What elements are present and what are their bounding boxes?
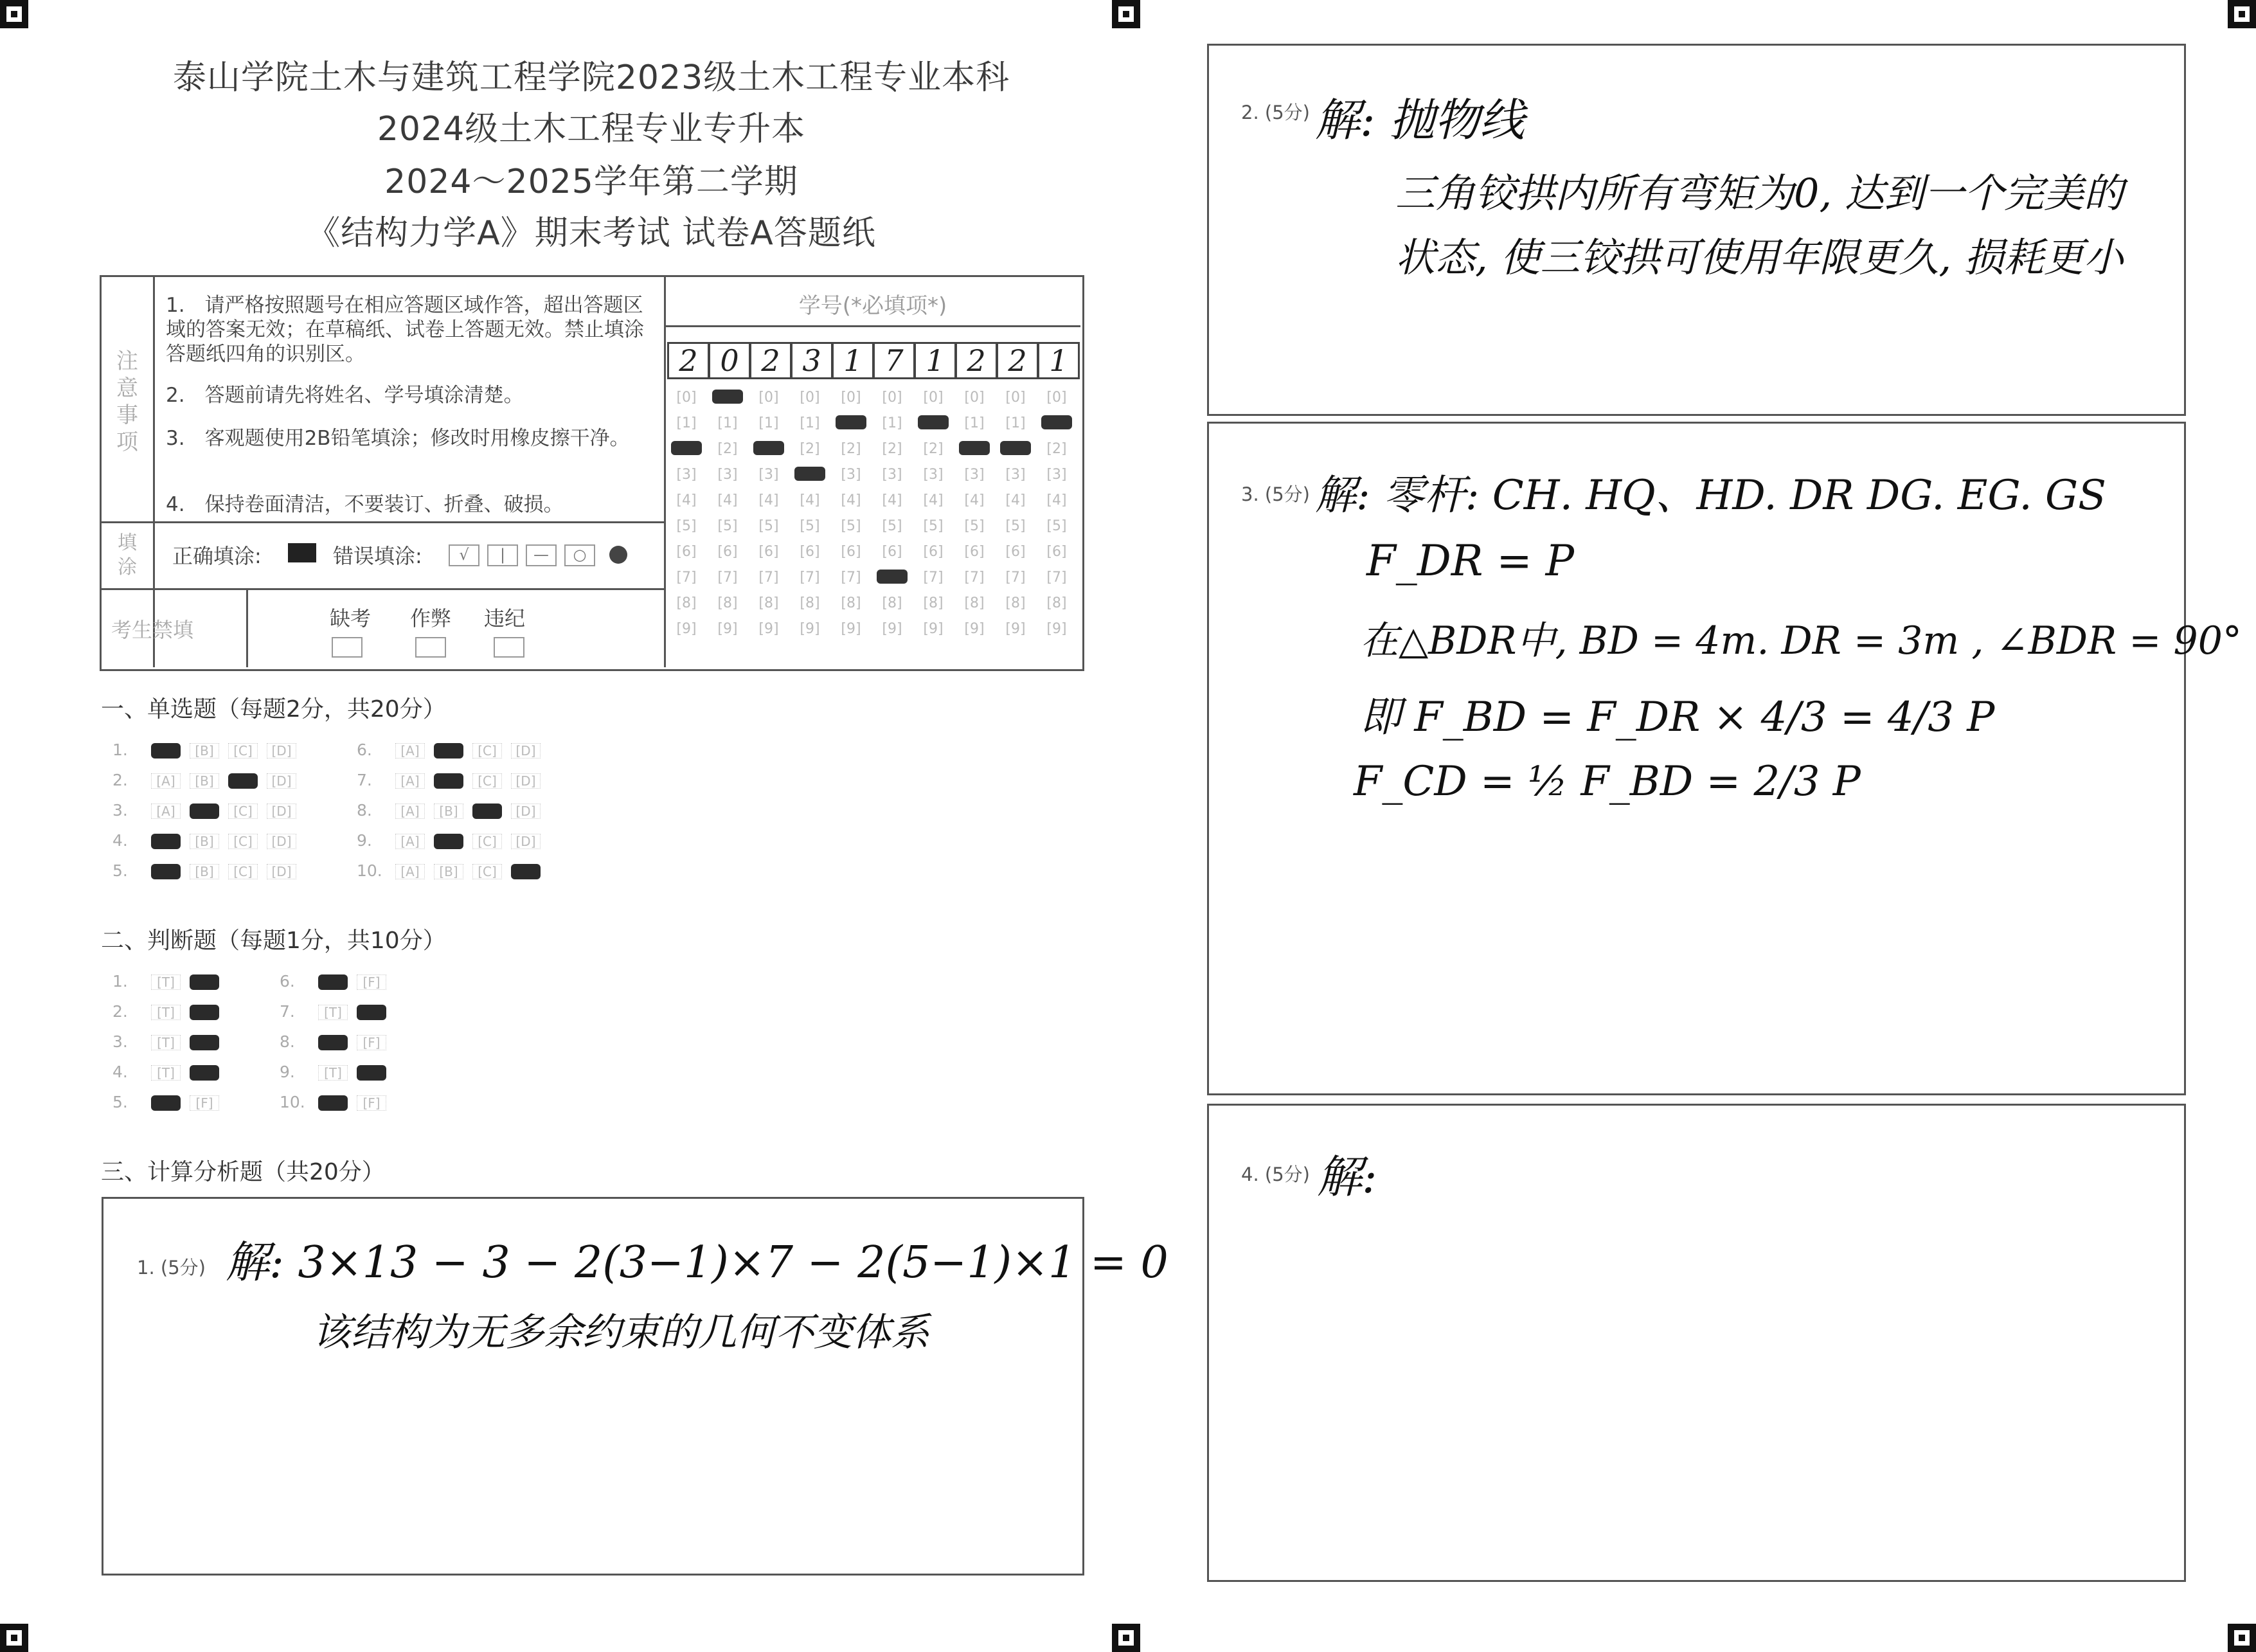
- single-choice-option-d-filled[interactable]: [511, 864, 541, 879]
- violation-checkbox[interactable]: [494, 637, 524, 658]
- student-id-bubble[interactable]: [7]: [676, 570, 697, 586]
- student-id-bubble[interactable]: [8]: [923, 595, 944, 611]
- student-id-bubble[interactable]: [4]: [1046, 492, 1067, 508]
- student-id-bubble-filled[interactable]: [836, 415, 866, 429]
- student-id-bubble[interactable]: [6]: [882, 544, 902, 560]
- q1-label: 1. (5分): [137, 1257, 206, 1279]
- student-id-bubble-filled[interactable]: [1000, 441, 1031, 455]
- single-choice-number: 10.: [357, 861, 382, 880]
- true-false-option-f-filled[interactable]: [190, 974, 219, 990]
- single-choice-option-c[interactable]: [C]: [472, 864, 502, 879]
- student-id-bubble-filled[interactable]: [877, 570, 908, 584]
- true-false-row: [112, 1002, 228, 1021]
- student-id-bubble[interactable]: [2]: [1046, 441, 1067, 457]
- single-choice-option-a[interactable]: [A]: [395, 834, 425, 849]
- q3-handwriting-line-4: 即 F_BD = F_DR × 4/3 = 4/3 P: [1360, 694, 1995, 741]
- student-id-digit-box[interactable]: 2: [749, 342, 792, 379]
- student-id-bubble[interactable]: [1]: [964, 415, 985, 431]
- student-id-bubble[interactable]: [4]: [923, 492, 944, 508]
- true-false-row: [280, 1002, 395, 1021]
- student-id-bubble[interactable]: [4]: [676, 492, 697, 508]
- true-false-row: [112, 1063, 228, 1081]
- student-id-bubble[interactable]: [4]: [717, 492, 738, 508]
- true-false-number: 7.: [280, 1002, 295, 1021]
- student-id-bubble[interactable]: [6]: [676, 544, 697, 560]
- q4-handwriting-line-1: 解:: [1317, 1151, 1377, 1203]
- student-id-bubble[interactable]: [7]: [758, 570, 779, 586]
- student-id-bubble[interactable]: [2]: [882, 441, 902, 457]
- student-id-bubble[interactable]: [3]: [841, 467, 861, 483]
- true-false-number: 10.: [280, 1093, 305, 1111]
- q1-handwriting-line-2: 该结构为无多余约束的几何不变体系: [312, 1310, 929, 1355]
- true-false-row: [112, 1032, 228, 1051]
- student-id-bubble[interactable]: [4]: [882, 492, 902, 508]
- student-id-bubble[interactable]: [3]: [758, 467, 779, 483]
- true-false-option-t-filled[interactable]: [151, 1095, 181, 1111]
- student-id-bubble[interactable]: [8]: [964, 595, 985, 611]
- student-id-bubble[interactable]: [1]: [676, 415, 697, 431]
- student-id-bubble[interactable]: [6]: [1046, 544, 1067, 560]
- single-choice-row: [112, 861, 305, 880]
- student-id-bubble[interactable]: [5]: [676, 518, 697, 534]
- single-choice-option-b[interactable]: [B]: [434, 864, 463, 879]
- forbidden-side-label: 考生禁填: [111, 618, 194, 642]
- student-id-bubble[interactable]: [3]: [882, 467, 902, 483]
- student-id-bubble[interactable]: [0]: [923, 390, 944, 406]
- single-choice-option-b[interactable]: [B]: [190, 864, 219, 879]
- student-id-digit-box[interactable]: 2: [667, 342, 710, 379]
- q3-handwriting-line-1: 解: 零杆: CH. HQ、HD. DR DG. EG. GS: [1315, 472, 2106, 519]
- student-id-bubble[interactable]: [3]: [676, 467, 697, 483]
- true-false-option-f-filled[interactable]: [190, 1065, 219, 1081]
- student-id-bubble[interactable]: [0]: [800, 390, 820, 406]
- wrong-fill-check-sample: √: [449, 544, 479, 566]
- single-choice-option-d[interactable]: [D]: [267, 804, 296, 819]
- answer-box-q4[interactable]: [1207, 1104, 2186, 1582]
- true-false-option-t-filled[interactable]: [318, 1095, 348, 1111]
- single-choice-number: 6.: [357, 741, 372, 759]
- q3-label: 3. (5分): [1241, 483, 1310, 505]
- student-id-bubble-filled[interactable]: [712, 390, 743, 404]
- single-choice-option-b-filled[interactable]: [434, 773, 463, 789]
- single-choice-option-b[interactable]: [B]: [434, 804, 463, 819]
- student-id-bubble-filled[interactable]: [794, 467, 825, 481]
- single-choice-option-c[interactable]: [C]: [228, 834, 258, 849]
- single-choice-option-b[interactable]: [B]: [190, 773, 219, 789]
- single-choice-number: 3.: [112, 801, 128, 820]
- single-choice-option-c[interactable]: [C]: [228, 864, 258, 879]
- single-choice-number: 1.: [112, 741, 128, 759]
- student-id-bubble[interactable]: [9]: [964, 621, 985, 637]
- true-false-option-f-filled[interactable]: [357, 1005, 386, 1020]
- single-choice-option-b-filled[interactable]: [190, 804, 219, 819]
- single-choice-option-d[interactable]: [D]: [267, 834, 296, 849]
- single-choice-option-d[interactable]: [D]: [267, 773, 296, 789]
- true-false-option-t[interactable]: [T]: [318, 1065, 348, 1081]
- single-choice-option-a-filled[interactable]: [151, 834, 181, 849]
- student-id-bubble[interactable]: [7]: [841, 570, 861, 586]
- single-choice-number: 9.: [357, 831, 372, 850]
- student-id-digit-box[interactable]: 3: [791, 342, 833, 379]
- wrong-fill-dash-sample: —: [526, 544, 557, 566]
- single-choice-option-b-filled[interactable]: [434, 743, 463, 759]
- single-choice-option-c[interactable]: [C]: [472, 834, 502, 849]
- single-choice-option-d[interactable]: [D]: [511, 773, 541, 789]
- true-false-row: [280, 1063, 395, 1081]
- corner-marker-top-right: [2228, 0, 2256, 28]
- single-choice-option-a[interactable]: [A]: [151, 773, 181, 789]
- student-id-bubble[interactable]: [3]: [1005, 467, 1026, 483]
- true-false-option-f-filled[interactable]: [190, 1035, 219, 1050]
- true-false-number: 6.: [280, 972, 295, 991]
- student-id-bubble[interactable]: [8]: [841, 595, 861, 611]
- single-choice-row: [357, 741, 550, 759]
- student-id-bubble[interactable]: [9]: [676, 621, 697, 637]
- fill-side-label: 填涂: [118, 532, 137, 579]
- title-line-4: 《结构力学A》期末考试 试卷A答题纸: [307, 214, 876, 253]
- notice-side-label: 注意事项: [116, 348, 138, 455]
- true-false-option-f[interactable]: [F]: [357, 974, 386, 990]
- true-false-option-f[interactable]: [F]: [357, 1095, 386, 1111]
- student-id-bubble[interactable]: [2]: [717, 441, 738, 457]
- student-id-digit-box[interactable]: 1: [1037, 342, 1080, 379]
- student-id-digit-box[interactable]: 1: [914, 342, 956, 379]
- student-id-bubble[interactable]: [7]: [923, 570, 944, 586]
- single-choice-row: [357, 831, 550, 850]
- single-choice-option-c[interactable]: [C]: [472, 773, 502, 789]
- single-choice-row: [357, 861, 550, 880]
- q3-handwriting-line-3: 在△BDR中, BD = 4m. DR = 3m , ∠BDR = 90°: [1360, 618, 2242, 663]
- section-title-calculation: 三、计算分析题（共20分）: [101, 1159, 385, 1185]
- single-choice-option-d[interactable]: [D]: [267, 864, 296, 879]
- student-id-bubble[interactable]: [8]: [717, 595, 738, 611]
- corner-marker-top-center: [1112, 0, 1140, 28]
- student-id-digit-box[interactable]: 7: [873, 342, 915, 379]
- student-id-bubble[interactable]: [7]: [800, 570, 820, 586]
- student-id-bubble[interactable]: [0]: [841, 390, 861, 406]
- student-id-bubble[interactable]: [6]: [717, 544, 738, 560]
- true-false-number: 9.: [280, 1063, 295, 1081]
- student-id-bubble[interactable]: [6]: [1005, 544, 1026, 560]
- student-id-bubble-filled[interactable]: [918, 415, 949, 429]
- student-id-bubble[interactable]: [7]: [717, 570, 738, 586]
- single-choice-option-c[interactable]: [C]: [228, 743, 258, 759]
- single-choice-number: 4.: [112, 831, 128, 850]
- student-id-bubble[interactable]: [4]: [758, 492, 779, 508]
- student-id-bubble[interactable]: [9]: [1046, 621, 1067, 637]
- single-choice-option-a[interactable]: [A]: [395, 804, 425, 819]
- q4-label: 4. (5分): [1241, 1163, 1310, 1185]
- answer-box-q3[interactable]: [1207, 422, 2242, 1095]
- true-false-option-t[interactable]: [T]: [151, 1005, 181, 1020]
- student-id-bubble[interactable]: [9]: [800, 621, 820, 637]
- student-id-bubble[interactable]: [6]: [800, 544, 820, 560]
- single-choice-row: [357, 771, 550, 789]
- absent-label: 缺考: [330, 606, 372, 631]
- student-id-bubble[interactable]: [9]: [841, 621, 861, 637]
- single-choice-option-b[interactable]: [B]: [190, 743, 219, 759]
- student-id-bubble[interactable]: [2]: [923, 441, 944, 457]
- single-choice-option-a-filled[interactable]: [151, 743, 181, 759]
- student-id-bubble[interactable]: [8]: [676, 595, 697, 611]
- single-choice-option-c-filled[interactable]: [472, 804, 502, 819]
- q2-handwriting-line-3: 状态, 使三铰拱可使用年限更久, 损耗更小: [1395, 234, 2124, 281]
- student-id-bubble-filled[interactable]: [671, 441, 702, 455]
- single-choice-option-a-filled[interactable]: [151, 864, 181, 879]
- student-id-bubble[interactable]: [1]: [882, 415, 902, 431]
- student-id-bubble[interactable]: [3]: [964, 467, 985, 483]
- single-choice-option-a[interactable]: [A]: [151, 804, 181, 819]
- student-id-bubble[interactable]: [7]: [964, 570, 985, 586]
- student-id-bubble[interactable]: [6]: [964, 544, 985, 560]
- student-id-bubble[interactable]: [7]: [1005, 570, 1026, 586]
- q3-handwriting-line-5: F_CD = ½ F_BD = 2/3 P: [1354, 758, 1861, 805]
- student-id-bubble[interactable]: [9]: [717, 621, 738, 637]
- true-false-row: [112, 1093, 228, 1111]
- single-choice-row: [112, 831, 305, 850]
- true-false-number: 4.: [112, 1063, 128, 1081]
- single-choice-option-d[interactable]: [D]: [511, 804, 541, 819]
- correct-fill-label: 正确填涂:: [172, 544, 262, 568]
- true-false-option-t[interactable]: [T]: [318, 1005, 348, 1020]
- violation-label: 违纪: [484, 606, 526, 631]
- student-id-bubble[interactable]: [8]: [1005, 595, 1026, 611]
- student-id-bubble[interactable]: [9]: [882, 621, 902, 637]
- cheat-label: 作弊: [410, 606, 452, 631]
- student-id-bubble[interactable]: [9]: [1005, 621, 1026, 637]
- student-id-bubble[interactable]: [1]: [800, 415, 820, 431]
- student-id-bubble-filled[interactable]: [959, 441, 990, 455]
- student-id-bubble[interactable]: [8]: [758, 595, 779, 611]
- student-id-bubble[interactable]: [1]: [717, 415, 738, 431]
- student-id-bubble[interactable]: [0]: [1005, 390, 1026, 406]
- student-id-bubble[interactable]: [5]: [841, 518, 861, 534]
- single-choice-row: [357, 801, 550, 820]
- single-choice-number: 8.: [357, 801, 372, 820]
- true-false-option-f[interactable]: [F]: [357, 1035, 386, 1050]
- true-false-option-f-filled[interactable]: [190, 1005, 219, 1020]
- true-false-option-t[interactable]: [T]: [151, 1065, 181, 1081]
- correct-fill-sample: [288, 543, 316, 562]
- student-id-bubble[interactable]: [8]: [800, 595, 820, 611]
- single-choice-option-a[interactable]: [A]: [395, 743, 425, 759]
- student-id-digit-box[interactable]: 0: [708, 342, 751, 379]
- true-false-option-t-filled[interactable]: [318, 1035, 348, 1050]
- true-false-row: [280, 1093, 395, 1111]
- notice-item-4: 4. 保持卷面清洁，不要装订、折叠、破损。: [166, 493, 564, 516]
- student-id-digit-box[interactable]: 2: [955, 342, 998, 379]
- single-choice-row: [112, 801, 305, 820]
- section-title-true-false: 二、判断题（每题1分，共10分）: [101, 928, 446, 954]
- single-choice-number: 2.: [112, 771, 128, 789]
- absent-checkbox[interactable]: [332, 637, 363, 658]
- student-id-bubble[interactable]: [8]: [882, 595, 902, 611]
- corner-marker-bottom-center: [1112, 1624, 1140, 1652]
- cheat-checkbox[interactable]: [415, 637, 446, 658]
- student-id-bubble[interactable]: [6]: [923, 544, 944, 560]
- student-id-bubble[interactable]: [6]: [758, 544, 779, 560]
- student-id-title: 学号(*必填项*): [798, 293, 947, 319]
- student-id-bubble[interactable]: [3]: [923, 467, 944, 483]
- corner-marker-top-left: [0, 0, 28, 28]
- true-false-number: 1.: [112, 972, 128, 991]
- true-false-number: 8.: [280, 1032, 295, 1051]
- notice-item-3: 3. 客观题使用2B铅笔填涂；修改时用橡皮擦干净。: [166, 427, 630, 450]
- single-choice-option-b[interactable]: [B]: [190, 834, 219, 849]
- q2-label: 2. (5分): [1241, 102, 1310, 123]
- corner-marker-bottom-right: [2228, 1624, 2256, 1652]
- title-line-3: 2024～2025学年第二学期: [384, 163, 798, 201]
- student-id-bubble[interactable]: [4]: [964, 492, 985, 508]
- student-id-bubble[interactable]: [5]: [758, 518, 779, 534]
- single-choice-option-d[interactable]: [D]: [511, 743, 541, 759]
- true-false-option-t[interactable]: [T]: [151, 974, 181, 990]
- student-id-bubble[interactable]: [9]: [923, 621, 944, 637]
- single-choice-row: [112, 741, 305, 759]
- notice-item-2: 2. 答题前请先将姓名、学号填涂清楚。: [166, 384, 524, 407]
- q1-handwriting-line-1: 解: 3×13 − 3 − 2(3−1)×7 − 2(5−1)×1 = 0: [226, 1237, 1168, 1288]
- true-false-option-t-filled[interactable]: [318, 974, 348, 990]
- student-id-bubble[interactable]: [5]: [1005, 518, 1026, 534]
- notice-item-1: 1. 请严格按照题号在相应答题区域作答，超出答题区域的答案无效；在草稿纸、试卷上答题无效。禁止填涂答题纸四角的识别区。: [166, 294, 644, 366]
- single-choice-option-c-filled[interactable]: [228, 773, 258, 789]
- wrong-fill-circle-sample: ○: [564, 544, 595, 566]
- single-choice-number: 7.: [357, 771, 372, 789]
- single-choice-row: [112, 771, 305, 789]
- student-id-bubble[interactable]: [1]: [758, 415, 779, 431]
- student-id-bubble[interactable]: [4]: [800, 492, 820, 508]
- student-id-bubble[interactable]: [2]: [841, 441, 861, 457]
- true-false-option-f-filled[interactable]: [357, 1065, 386, 1081]
- single-choice-option-d[interactable]: [D]: [267, 743, 296, 759]
- true-false-row: [280, 972, 395, 991]
- corner-marker-bottom-left: [0, 1624, 28, 1652]
- true-false-option-t[interactable]: [T]: [151, 1035, 181, 1050]
- true-false-option-f[interactable]: [F]: [190, 1095, 219, 1111]
- answer-box-q1[interactable]: [102, 1197, 1168, 1576]
- single-choice-option-d[interactable]: [D]: [511, 834, 541, 849]
- student-id-bubble[interactable]: [0]: [758, 390, 779, 406]
- true-false-number: 3.: [112, 1032, 128, 1051]
- student-id-bubble[interactable]: [4]: [1005, 492, 1026, 508]
- student-id-bubble[interactable]: [3]: [1046, 467, 1067, 483]
- single-choice-option-c[interactable]: [C]: [472, 743, 502, 759]
- single-choice-number: 5.: [112, 861, 128, 880]
- single-choice-option-c[interactable]: [C]: [228, 804, 258, 819]
- student-id-bubble[interactable]: [5]: [882, 518, 902, 534]
- q2-handwriting-line-2: 三角铰拱内所有弯矩为0, 达到一个完美的: [1395, 170, 2124, 217]
- student-id-digit-box[interactable]: 2: [996, 342, 1039, 379]
- student-id-bubble[interactable]: [5]: [717, 518, 738, 534]
- student-id-bubble[interactable]: [2]: [800, 441, 820, 457]
- student-id-bubble-filled[interactable]: [1041, 415, 1072, 429]
- single-choice-option-a[interactable]: [A]: [395, 773, 425, 789]
- student-id-bubble[interactable]: [0]: [676, 390, 697, 406]
- true-false-row: [280, 1032, 395, 1051]
- student-id-digit-box[interactable]: 1: [832, 342, 874, 379]
- answer-box-q2[interactable]: [1207, 44, 2186, 416]
- student-id-bubble[interactable]: [0]: [964, 390, 985, 406]
- student-id-bubble[interactable]: [5]: [1046, 518, 1067, 534]
- title-line-2: 2024级土木工程专业专升本: [377, 110, 806, 148]
- true-false-number: 2.: [112, 1002, 128, 1021]
- student-id-bubble-filled[interactable]: [753, 441, 784, 455]
- student-id-bubble[interactable]: [8]: [1046, 595, 1067, 611]
- student-id-bubble[interactable]: [5]: [800, 518, 820, 534]
- wrong-fill-dot-sample: [609, 546, 627, 564]
- student-id-bubble[interactable]: [6]: [841, 544, 861, 560]
- student-id-bubble[interactable]: [0]: [882, 390, 902, 406]
- wrong-fill-label: 错误填涂:: [333, 544, 422, 568]
- true-false-number: 5.: [112, 1093, 128, 1111]
- student-id-bubble[interactable]: [0]: [1046, 390, 1067, 406]
- single-choice-option-a[interactable]: [A]: [395, 864, 425, 879]
- student-id-bubble[interactable]: [5]: [964, 518, 985, 534]
- single-choice-option-b-filled[interactable]: [434, 834, 463, 849]
- q3-handwriting-line-2: F_DR = P: [1366, 536, 1575, 586]
- student-id-bubble[interactable]: [9]: [758, 621, 779, 637]
- true-false-row: [112, 972, 228, 991]
- student-id-bubble[interactable]: [1]: [1005, 415, 1026, 431]
- title-line-1: 泰山学院土木与建筑工程学院2023级土木工程专业本科: [172, 58, 1010, 97]
- wrong-fill-bar-sample: |: [487, 544, 518, 566]
- q2-handwriting-line-1: 解: 抛物线: [1315, 94, 1525, 147]
- student-id-bubble[interactable]: [3]: [717, 467, 738, 483]
- student-id-bubble[interactable]: [4]: [841, 492, 861, 508]
- student-id-bubble[interactable]: [7]: [1046, 570, 1067, 586]
- section-title-single-choice: 一、单选题（每题2分，共20分）: [101, 696, 446, 723]
- student-id-bubble[interactable]: [5]: [923, 518, 944, 534]
